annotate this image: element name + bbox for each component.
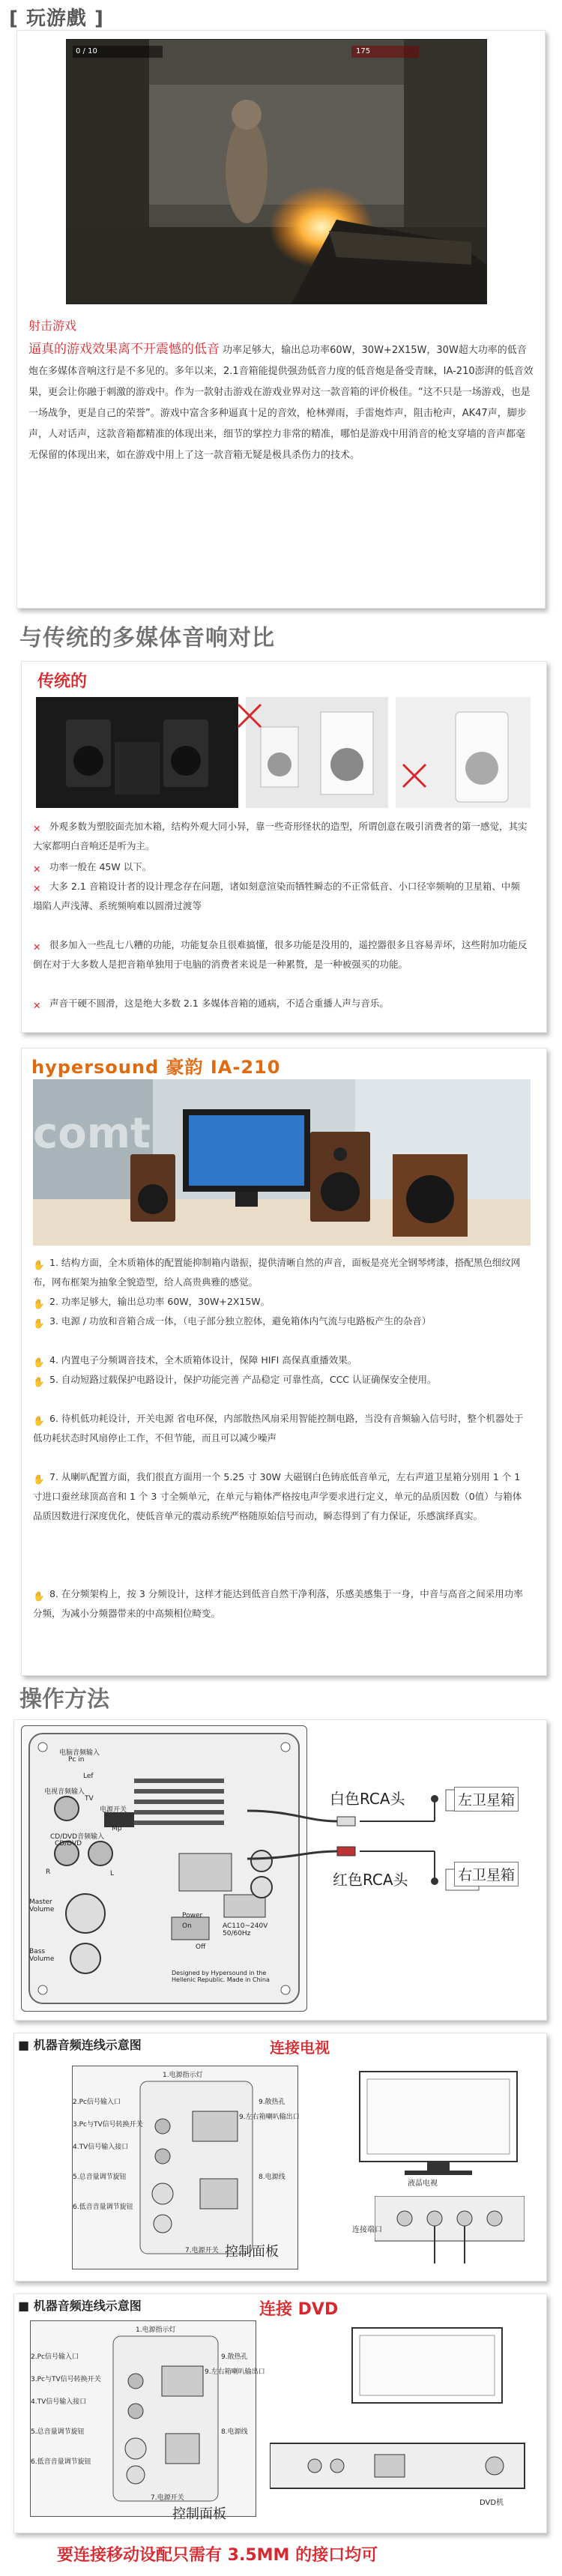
thumb-icon: ✋ — [33, 1473, 45, 1485]
panel-label-off: Off — [196, 1943, 206, 1951]
product-item-1: ✋ 1. 结构方面，全木质箱体的配置能抑制箱内谐振，提供清晰自然的声音，面板是亮光全钢琴烤漆，搭配黑色细纹网布，网布框架为抽象全貌造型，给人高贵典雅的感觉。 — [33, 1257, 521, 1288]
panel-label-power: Power — [182, 1912, 203, 1919]
panel-label-designed: Designed by Hypersound in the Hellenic Republic. Made in China — [172, 1970, 270, 1983]
cross-icon: ✕ — [33, 1000, 41, 1011]
cross-icon: ✕ — [33, 863, 41, 875]
panel-label-ac: AC110~240V 50/60Hz — [223, 1922, 268, 1937]
tv-ports-drawing — [375, 2196, 525, 2271]
cross-icon: ✕ — [33, 823, 41, 834]
tv-label: 液晶电视 — [408, 2180, 438, 2188]
d2-label-3: 3.Pc与TV信号转换开关 — [31, 2376, 101, 2383]
dvd-label: DVD机 — [480, 2499, 504, 2507]
d2-label-7: 7.电源开关 — [151, 2494, 184, 2502]
rca-white-label: 白色RCA头 — [330, 1790, 405, 1808]
panel-label-tv: TV — [85, 1795, 94, 1803]
thumb-icon: ✋ — [33, 1259, 45, 1270]
d2-label-8: 8.电源线 — [221, 2428, 248, 2436]
rca-red-label: 红色RCA头 — [333, 1871, 408, 1889]
d1-label-5: 5.总音量调节旋钮 — [73, 2174, 127, 2181]
panel-label-on: On — [182, 1922, 192, 1930]
diagram1-title: ■ 机器音频连线示意图 — [18, 2038, 142, 2052]
product-photo — [33, 1079, 531, 1246]
thumb-icon: ✋ — [33, 1415, 45, 1426]
d1-label-8: 8.电源线 — [259, 2174, 285, 2181]
panel-label-pcin: 电脑音频输入 — [59, 1749, 100, 1757]
play-body: 功率足够大，输出总功率60W，30W+2X15W，30W超大功率的低音炮在多媒体音响这行是不多见的。多年以来，2.1音箱能提供强劲低音力度的低音炮是备受青睐，IA-210澎湃的低音效果，更会让你融于刺激的游戏中。作为一款射击游戏在游戏业界对这一款音箱的评价极佳。“这不只是一场游戏，也是一场战争，更是自己的荣誉”。游戏中富含多种逼真十足的音效，枪林弹雨，手雷炮炸声，阻击枪声，AK47声，脚步声，人对话声，这款音箱都精准的体现出来，细节的掌控力非常的精准，哪怕是游戏中用消音的枪支穿墙的音声都毫无保留的体现出来，如在游戏中用上了这一款音箱无疑是极具杀伤力的技术。 — [28, 345, 534, 461]
d1-label-7: 7.电源开关 — [185, 2247, 219, 2254]
thumb-icon: ✋ — [33, 1357, 45, 1368]
panel-label-pcin-en: Pc in — [68, 1756, 85, 1764]
d2-label-2: 2.Pc信号输入口 — [31, 2353, 79, 2361]
panel-label-switch: 电源开关 — [100, 1806, 127, 1814]
product-item-7: ✋ 7. 从喇叭配置方面，我们很直方面用一个 5.25 寸 30W 大磁钢白色铸底低音单元，左右声道卫星箱分别用 1 个 1 寸进口蚕丝球顶高音和 1 个 3 寸全频单元，在单元与箱体严格按电声学要求进行定义，单元的品质因数（0值）与箱体品质因数进行深度优化，使低音单元的震动系统严格随原始信号而动，瞬态得到了有力保证，乐感演绎真实。 — [33, 1471, 522, 1521]
diagram2-panel — [30, 2320, 265, 2517]
panel-label-l: L — [110, 1870, 115, 1877]
hud-score-right: 175 — [356, 47, 371, 55]
traditional-speakers-image — [36, 697, 531, 808]
product-item-4: ✋ 4. 内置电子分频调音技术，全木质箱体设计，保障 HIFI 高保真重播效果。 — [33, 1354, 357, 1368]
diagram2-connect-title: 连接 DVD — [259, 2300, 339, 2319]
left-speaker-label: 左卫星箱 — [454, 1787, 519, 1812]
game-screenshot — [66, 39, 487, 304]
product-item-3: ✋ 3. 电源 / 功放和音箱合成一体，（电子部分独立腔体，避免箱体内气流与电路板产生的杂音） — [33, 1315, 432, 1329]
panel-label-lef: Lef — [83, 1773, 94, 1780]
diagram1-panel-name: 控制面板 — [225, 2244, 279, 2260]
panel-label-tvin: 电视音频输入 — [44, 1788, 85, 1796]
d2-label-5: 5.总音量调节旋钮 — [31, 2428, 85, 2436]
d2-label-9: 9.散热孔 — [221, 2353, 248, 2361]
cross-icon: ✕ — [33, 941, 41, 953]
thumb-icon: ✋ — [33, 1298, 45, 1309]
panel-label-cddvd-in: CD/DVD音频输入 — [50, 1833, 105, 1841]
panel-label-r: R — [46, 1868, 51, 1876]
hud-score-left: 0 / 10 — [76, 47, 97, 55]
d1-label-1: 1.电源指示灯 — [163, 2072, 203, 2079]
section-play-title: [ 玩游戲 ] — [9, 7, 104, 30]
right-speaker-label: 右卫星箱 — [454, 1862, 519, 1886]
compare-card-title: 传统的 — [37, 672, 88, 691]
operation-title: 操作方法 — [19, 1686, 109, 1713]
photo-wall-text: comt — [33, 1109, 151, 1158]
dvd-player-drawing — [270, 2436, 532, 2503]
thumb-icon: ✋ — [33, 1376, 45, 1387]
compare-item-2: ✕ 功率一般在 45W 以下。 — [33, 861, 152, 875]
d2-label-4: 4.TV信号输入接口 — [31, 2398, 87, 2406]
product-item-2: ✋ 2. 功率足够大，输出总功率 60W，30W+2X15W。 — [33, 1296, 271, 1309]
diagram2-panel-name: 控制面板 — [172, 2506, 226, 2522]
footer-note: 要连接移动设配只需有 3.5MM 的接口均可 — [57, 2546, 378, 2565]
compare-item-5: ✕ 声音干硬不圆滑，这是绝大多数 2.1 多媒体音箱的通病，不适合重播人声与音乐。 — [33, 998, 389, 1011]
panel-label-bass: Bass Volume — [29, 1948, 55, 1963]
panel-label-cddvd: CD/DVD — [55, 1840, 82, 1847]
diagram2-title: ■ 机器音频连线示意图 — [18, 2299, 142, 2313]
diagram1-panel — [72, 2066, 298, 2269]
d2-label-1: 1.电源指示灯 — [136, 2326, 176, 2334]
compare-item-4: ✕ 很多加入一些乱七八糟的功能，功能复杂且很难搞懂，很多功能是没用的，遥控器很多且容易弄坏，这些附加功能反倒在对于大多数人是把音箱单独用于电脑的消费者来说是一种累赘，是一种被强买的功能。 — [33, 939, 528, 970]
play-paragraph — [28, 339, 534, 466]
d1-label-3: 3.Pc与TV信号转换开关 — [73, 2121, 143, 2129]
d2-label-10: 9.左右箱喇叭输出口 — [205, 2368, 265, 2376]
d1-label-6: 6.低音音量调节旋钮 — [73, 2204, 133, 2211]
product-item-8: ✋ 8. 在分频架构上，按 3 分频设计，这样才能达到低音自然干净利落，乐感美感集于一身，中音与高音之间采用功率分频，为减小分频器带来的中高频相位畸变。 — [33, 1588, 523, 1619]
d1-label-9: 9.散热孔 — [259, 2099, 285, 2106]
thumb-icon: ✋ — [33, 1318, 45, 1329]
compare-item-1: ✕ 外观多数为塑胶面壳加木箱，结构外观大同小异，靠一些奇形怪状的造型，所谓创意在吸引消费者的第一感觉，其实大家都明白音响还是听为主。 — [33, 821, 528, 851]
game-scene-image — [67, 40, 486, 304]
product-item-5: ✋ 5. 自动短路过载保护电路设计，保护功能完善 产品稳定 可靠性高，CCC 认证确保安全使用。 — [33, 1374, 437, 1387]
play-subtitle: 射击游戏 — [28, 319, 77, 333]
play-lead: 逼真的游戏效果离不开震憾的低音 — [28, 342, 220, 357]
d1-label-2: 2.Pc信号输入口 — [73, 2099, 121, 2106]
tv-drawing — [345, 2064, 532, 2184]
port-label: 连接端口 — [352, 2226, 382, 2234]
compare-item-3: ✕ 大多 2.1 音箱设计者的设计理念存在问题，诸如刻意渲染而牺牲瞬态的不正常低音、小口径宰频响的卫星箱、中频塌陷人声浅薄、系统频响难以圆滑过渡等 — [33, 881, 520, 911]
d1-label-10: 9.左右箱喇叭输出口 — [239, 2114, 300, 2121]
product-item-6: ✋ 6. 待机低功耗设计，开关电源 省电环保，内部散热风扇采用智能控制电路，当没有音频输入信号时，整个机器处于低功耗状态时风扇停止工作，不但节能，而且可以减少噪声 — [33, 1413, 524, 1444]
panel-label-master: Master Volume — [29, 1898, 55, 1913]
d2-label-6: 6.低音音量调节旋钮 — [31, 2458, 91, 2466]
diagram1-connect-title: 连接电视 — [270, 2039, 330, 2057]
dvd-tv-drawing — [322, 2320, 532, 2410]
section-compare-title: 与传统的多媒体音响对比 — [19, 625, 275, 651]
panel-label-mp: Mp — [112, 1825, 122, 1833]
cross-icon: ✕ — [33, 883, 41, 894]
d1-label-4: 4.TV信号输入接口 — [73, 2144, 129, 2151]
thumb-icon: ✋ — [33, 1590, 45, 1602]
product-title: hypersound 豪韵 IA-210 — [31, 1057, 281, 1078]
